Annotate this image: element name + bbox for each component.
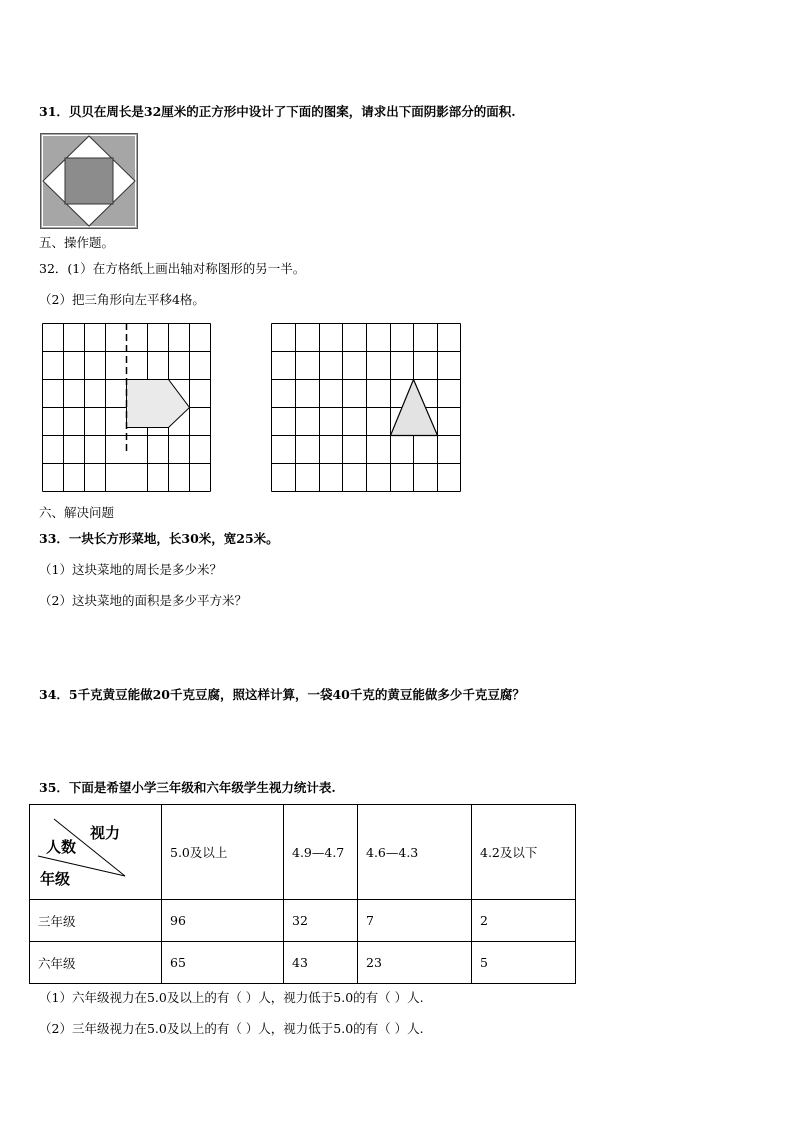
table-cell: 23 — [358, 942, 472, 984]
symmetry-grid — [42, 323, 213, 492]
table-row — [30, 942, 576, 984]
header-cell: 4.6—4.3 — [358, 805, 472, 900]
corner-label-count: 人数 — [46, 838, 77, 856]
header-cell: 4.2及以下 — [472, 805, 576, 900]
q35-sub1: （1）六年级视力在5.0及以上的有（ ）人，视力低于5.0的有（ ）人. — [39, 990, 424, 1005]
q35-sub2: （2）三年级视力在5.0及以上的有（ ）人，视力低于5.0的有（ ）人. — [39, 1021, 424, 1036]
q33-text: 33．一块长方形菜地，长30米，宽25米。 — [39, 531, 279, 546]
q33-sub2: （2）这块菜地的面积是多少平方米？ — [39, 593, 247, 608]
row-label: 六年级 — [30, 942, 162, 984]
corner-label-grade: 年级 — [40, 870, 71, 888]
table-cell: 7 — [358, 900, 472, 942]
q34-text: 34．5千克黄豆能做20千克豆腐，照这样计算，一袋40千克的黄豆能做多少千克豆腐？ — [39, 687, 525, 702]
q31-text: 31．贝贝在周长是32厘米的正方形中设计了下面的图案，请求出下面阴影部分的面积. — [39, 104, 516, 119]
q32-line2: （2）把三角形向左平移4格。 — [39, 292, 205, 307]
table-header-row — [30, 805, 576, 900]
header-cell: 4.9—4.7 — [284, 805, 358, 900]
table-corner-cell — [30, 805, 162, 900]
q32-line1: 32．(1）在方格纸上画出轴对称图形的另一半。 — [39, 261, 306, 276]
section5-title: 五、操作题。 — [39, 235, 115, 250]
table-cell: 5 — [472, 942, 576, 984]
table-cell: 65 — [162, 942, 284, 984]
table-cell: 2 — [472, 900, 576, 942]
table-cell: 43 — [284, 942, 358, 984]
table-cell: 32 — [284, 900, 358, 942]
row-label: 三年级 — [30, 900, 162, 942]
table-cell: 96 — [162, 900, 284, 942]
square-pattern-figure — [40, 133, 138, 229]
vision-stats-table — [29, 804, 576, 984]
header-cell: 5.0及以上 — [162, 805, 284, 900]
translation-grid — [271, 323, 462, 492]
section6-title: 六、解决问题 — [39, 505, 115, 520]
corner-label-vision: 视力 — [90, 824, 121, 842]
q33-sub1: （1）这块菜地的周长是多少米？ — [39, 562, 222, 577]
q35-text: 35．下面是希望小学三年级和六年级学生视力统计表. — [39, 780, 336, 795]
table-row — [30, 900, 576, 942]
